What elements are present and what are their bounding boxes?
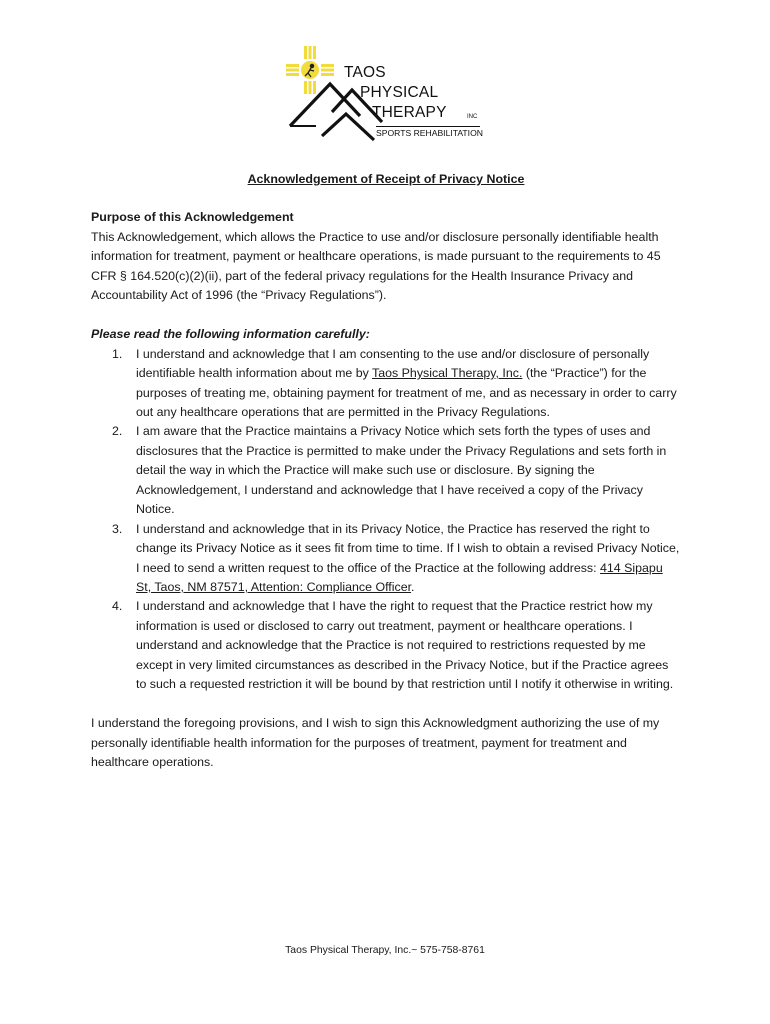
list-item (91, 597, 681, 694)
list-item-text-continued: . (411, 580, 415, 595)
list-item-text-continued: (the “Practice”) for the purposes of treating me, obtaining payment for treatment of me, and as necessary in order to carry out any healthcare operations that are permitted in the Privacy Regulations. (136, 366, 677, 419)
logo-line-therapy: THERAPY (372, 104, 447, 121)
list-item-text: I understand and acknowledge that I am consenting to the use and/or disclosure of personally identifiable health information about me by (136, 346, 650, 381)
document-title: Acknowledgement of Receipt of Privacy Notice (247, 172, 525, 186)
list-item-number: 1. (112, 346, 123, 361)
list-item-number: 4. (112, 599, 123, 614)
list-item-text: I understand and acknowledge that I have the right to request that the Practice restrict how my information is used or disclosed to carry out treatment, payment or healthcare operations. I understand and acknowledge that the Practice is not required to restrictions requested by me except in very limited circumstances as described in the Privacy Notice, but if the Practice agrees to such a requested restriction it will be bound by that restriction until I notify it otherwise in writing. (136, 599, 674, 692)
closing-paragraph: I understand the foregoing provisions, and I wish to sign this Acknowledgment authorizing the use of my personally identifiable health information for the purposes of treatment, payment for treatment and healthcare operations. (91, 716, 660, 770)
read-carefully-heading: Please read the following information carefully: (91, 327, 370, 342)
purpose-paragraph: This Acknowledgement, which allows the Practice to use and/or disclosure personally identifiable health information for treatment, payment or healthcare operations, is made pursuant to the requirements to 45 CFR § 164.520(c)(2)(ii), part of the federal privacy regulations for the Health Insurance Privacy and Accountability Act of 1996 (the “Privacy Regulations”). (91, 229, 661, 303)
list-item (91, 520, 681, 598)
logo-inc: INC (467, 114, 478, 120)
list-item-number: 2. (112, 424, 123, 439)
list-item (91, 345, 681, 423)
practice-name-link: Taos Physical Therapy, Inc. (372, 366, 523, 381)
logo-tagline: SPORTS REHABILITATION (376, 128, 483, 138)
page-footer: Taos Physical Therapy, Inc.~ 575-758-8761 (285, 945, 485, 956)
logo-line-taos: TAOS (344, 64, 386, 81)
list-item-text: I understand and acknowledge that in its Privacy Notice, the Practice has reserved the right to change its Privacy Notice as it sees fit from time to time. If I wish to obtain a revised Privacy Notice, I need to send a written request to the office of the Practice at the following address: (136, 521, 680, 575)
company-logo (286, 40, 486, 150)
address-link: 414 Sipapu St, Taos, NM 87571, Attention: Compliance Officer (136, 560, 663, 595)
document-body (91, 170, 681, 773)
spacer (91, 695, 681, 714)
list-item (91, 422, 681, 519)
spacer (91, 306, 681, 325)
list-item-number: 3. (112, 521, 123, 536)
acknowledgement-list (91, 345, 681, 695)
logo-line-physical: PHYSICAL (360, 84, 439, 101)
list-item-text: I am aware that the Practice maintains a Privacy Notice which sets forth the types of uses and disclosures that the Practice is permitted to make under the Privacy Regulations and sets forth in detail the way in which the Practice will make such use or disclosure. By signing the Acknowledgement, I understand and acknowledge that I have received a copy of the Privacy Notice. (136, 424, 667, 517)
purpose-heading: Purpose of this Acknowledgement (91, 210, 294, 225)
